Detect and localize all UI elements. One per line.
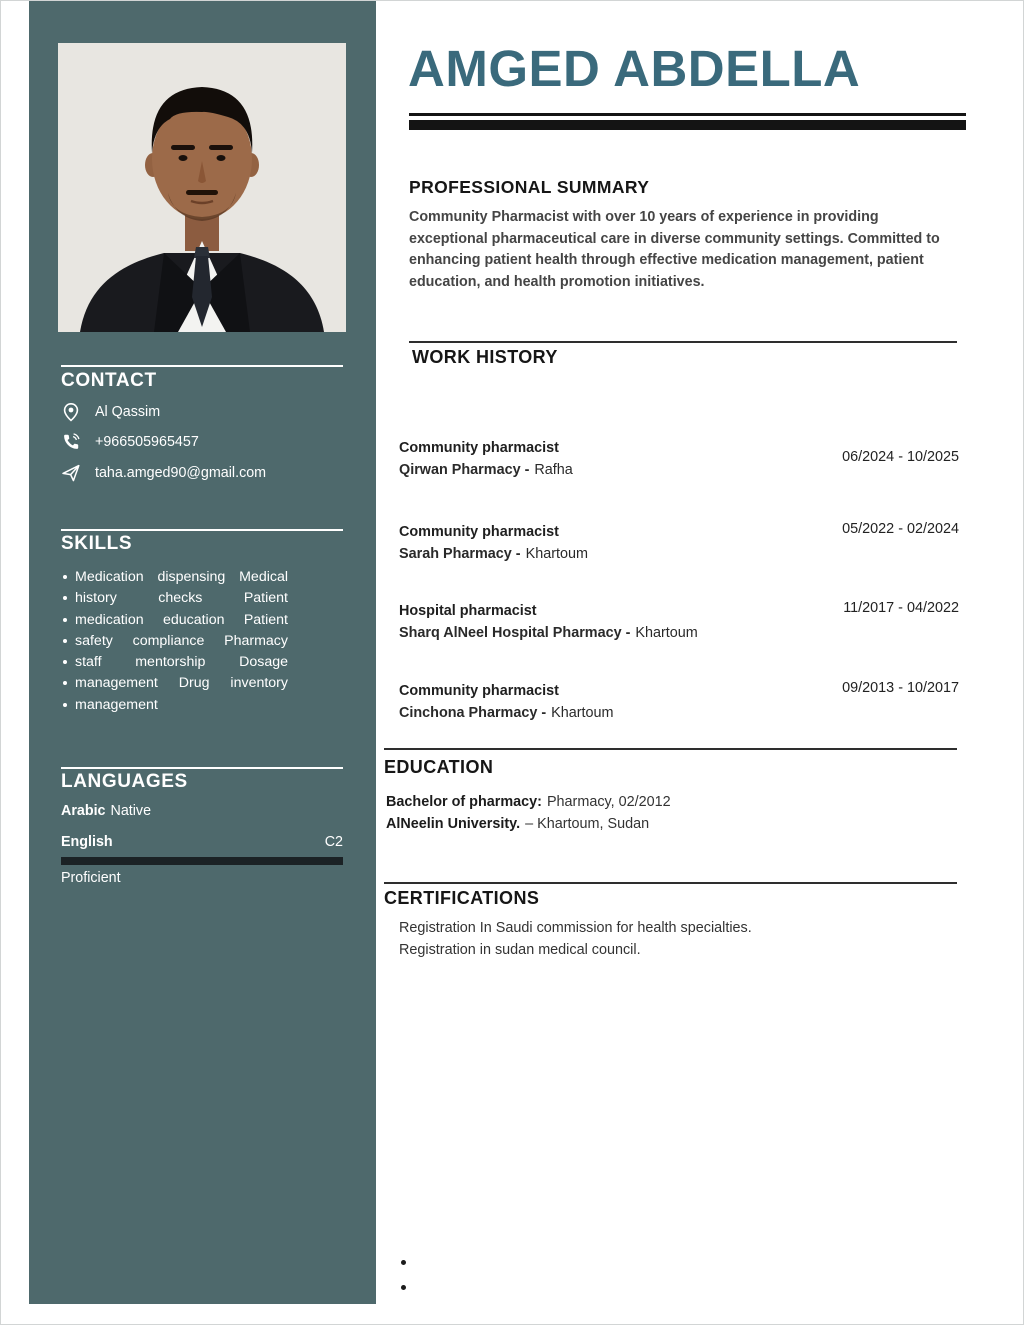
job-info xyxy=(399,437,573,481)
portrait-illustration xyxy=(58,43,346,332)
language-english-label: English xyxy=(61,834,113,850)
skill-line: staff mentorship Dosage xyxy=(61,652,288,673)
profile-photo xyxy=(58,43,346,332)
job-title: Community pharmacist xyxy=(399,683,559,699)
job-city: Khartoum xyxy=(635,625,698,641)
job-dates: 09/2013 - 10/2017 xyxy=(842,680,959,696)
language-english-level-bar xyxy=(61,857,343,865)
languages-heading: LANGUAGES xyxy=(61,771,188,792)
education-school xyxy=(386,816,649,832)
page-title: AMGED ABDELLA xyxy=(408,40,861,97)
phone-icon xyxy=(61,432,81,452)
contact-phone-row xyxy=(61,431,199,453)
education-rule xyxy=(384,748,957,750)
work-history-rule xyxy=(409,341,957,343)
skill-line: history checks Patient xyxy=(61,588,288,609)
skills-list xyxy=(61,567,288,716)
certification-item: Registration in sudan medical council. xyxy=(399,942,641,958)
language-english-proficiency: Proficient xyxy=(61,870,121,886)
job-title: Community pharmacist xyxy=(399,440,559,456)
contact-email: taha.amged90@gmail.com xyxy=(95,465,267,481)
sidebar xyxy=(29,1,376,1304)
contact-location: Al Qassim xyxy=(95,404,161,420)
certifications-heading: CERTIFICATIONS xyxy=(384,888,540,908)
contact-email-row xyxy=(61,462,266,484)
send-icon xyxy=(61,463,81,483)
contact-location-row xyxy=(61,401,160,423)
job-company: Qirwan Pharmacy - xyxy=(399,462,530,478)
language-english xyxy=(61,834,343,850)
job-city: Rafha xyxy=(534,462,573,478)
location-icon xyxy=(61,402,81,422)
language-english-cefr: C2 xyxy=(324,834,343,850)
education-school-label: AlNeelin University. xyxy=(386,816,521,832)
languages-divider xyxy=(61,767,343,769)
education-degree-value: Pharmacy, 02/2012 xyxy=(546,794,671,810)
stray-bullet xyxy=(401,1285,406,1290)
education-degree xyxy=(386,794,671,810)
job-entry xyxy=(399,521,959,565)
skills-heading: SKILLS xyxy=(61,533,133,554)
job-entry xyxy=(399,600,959,644)
job-entry xyxy=(399,437,959,481)
contact-phone: +966505965457 xyxy=(95,434,199,450)
language-arabic-level: Native xyxy=(110,803,152,819)
job-dates: 11/2017 - 04/2022 xyxy=(843,600,959,616)
skill-line: management xyxy=(61,695,288,716)
skills-divider xyxy=(61,529,343,531)
title-rule-thick xyxy=(409,120,966,130)
job-title: Hospital pharmacist xyxy=(399,603,537,619)
contact-divider xyxy=(61,365,343,367)
contact-heading: CONTACT xyxy=(61,370,157,391)
education-heading: EDUCATION xyxy=(384,757,494,777)
job-company: Sharq AlNeel Hospital Pharmacy - xyxy=(399,625,631,641)
skill-line: Medication dispensing Medical xyxy=(61,567,288,588)
certification-item: Registration In Saudi commission for health specialties. xyxy=(399,920,752,936)
certifications-rule xyxy=(384,882,957,884)
language-arabic-label: Arabic xyxy=(61,803,106,819)
job-city: Khartoum xyxy=(525,546,588,562)
job-company: Sarah Pharmacy - xyxy=(399,546,521,562)
job-dates: 05/2022 - 02/2024 xyxy=(842,521,959,537)
education-school-value: – Khartoum, Sudan xyxy=(525,816,650,832)
work-history-heading: WORK HISTORY xyxy=(412,347,558,367)
job-title: Community pharmacist xyxy=(399,524,559,540)
job-info xyxy=(399,600,698,644)
stray-bullet xyxy=(401,1260,406,1265)
job-entry xyxy=(399,680,959,724)
job-info xyxy=(399,521,588,565)
job-info xyxy=(399,680,614,724)
summary-text: Community Pharmacist with over 10 years of experience in providing exceptional pharmaceutical care in diverse community settings. Committed to enhancing patient health through effective medication management, patient education, and health promotion initiatives. xyxy=(409,209,940,290)
skill-line: safety compliance Pharmacy xyxy=(61,631,288,652)
summary-heading: PROFESSIONAL SUMMARY xyxy=(409,177,650,197)
job-company: Cinchona Pharmacy - xyxy=(399,705,547,721)
skill-line: management Drug inventory xyxy=(61,673,288,694)
language-arabic xyxy=(61,803,343,819)
skill-line: medication education Patient xyxy=(61,610,288,631)
title-rule-thin xyxy=(409,113,966,116)
education-degree-label: Bachelor of pharmacy: xyxy=(386,794,542,810)
job-city: Khartoum xyxy=(551,705,614,721)
job-dates: 06/2024 - 10/2025 xyxy=(842,449,959,465)
